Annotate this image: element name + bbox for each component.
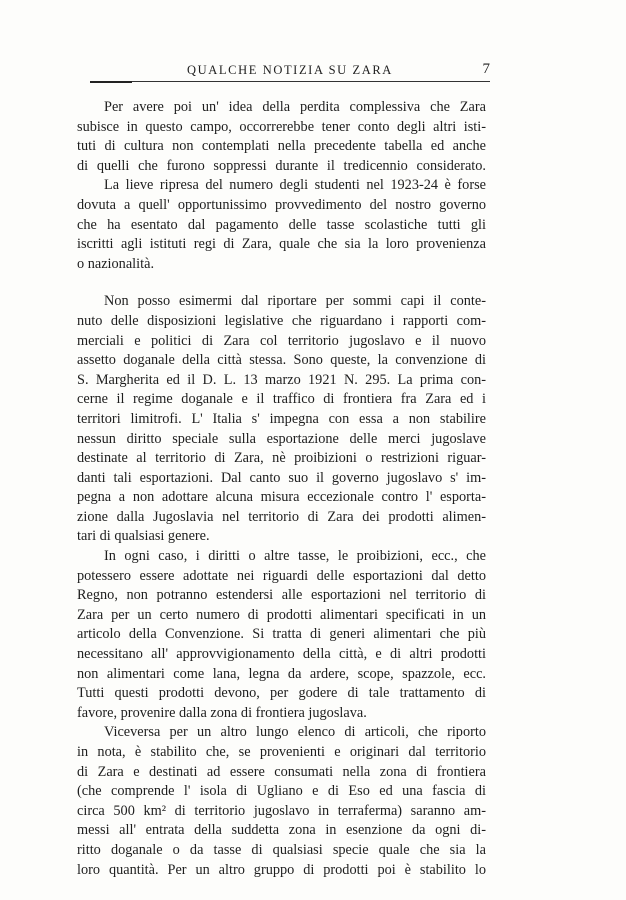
text-line: subisce in questo campo, occorrerebbe tener conto degli altri isti- [77,118,486,135]
text-line: Non posso esimermi dal riportare per sommi capi il conte- [104,293,486,310]
text-line: dovuta a quell' opportunissimo provvedimento del nostro governo [77,196,486,213]
paragraph-3 [77,292,486,547]
text-line: danti tali esportazioni. Dal canto suo il governo jugoslavo s' im- [77,469,486,486]
text-line: Tutti questi prodotti devono, per godere di tale trattamento di [77,685,486,702]
text-line: tari di qualsiasi genere. [77,528,210,545]
text-line: messi all' entrata della suddetta zona in esenzione da ogni di- [77,822,486,839]
text-line: di Zara e destinati ad essere consumati nella zona di frontiera [77,763,486,780]
paragraph-2 [77,176,486,274]
text-line: destinate al territorio di Zara, nè proibizioni o restrizioni riguar- [77,450,486,467]
text-line: nessun diritto speciale sulla esportazione delle merci jugoslave [77,430,486,447]
text-line: favore, provenire dalla zona di frontiera jugoslava. [77,704,367,721]
text-line: non alimentari come lana, legna da ardere, scope, spazzole, ecc. [77,665,486,682]
text-line: assetto doganale della città stessa. Sono queste, la convenzione di [77,352,486,369]
text-line: loro quantità. Per un altro gruppo di prodotti poi è stabilito lo [77,861,486,878]
text-line: S. Margherita ed il D. L. 13 marzo 1921 N. 295. La prima con- [77,371,486,388]
text-line: Per avere poi un' idea della perdita complessiva che Zara [104,99,486,115]
text-line: iscritti agli istituti regi di Zara, quale che sia la loro provenienza [77,236,486,253]
text-line: in nota, è stabilito che, se provenienti e originari dal territorio [77,744,486,760]
text-line: nuto delle disposizioni legislative che riguardano i rapporti com- [77,312,486,329]
text-line: di quelli che furono soppressi durante il tredicennio considerato. [77,157,486,174]
text-line: cerne il regime doganale e il traffico di frontiera fra Zara ed i [77,391,486,408]
text-line: Viceversa per un altro lungo elenco di articoli, che riporto [104,724,486,741]
header-rule [90,81,490,82]
body-text [77,98,486,880]
text-line: (che comprende l' isola di Ugliano e di Eso ed una fascia di [77,783,486,800]
text-line: La lieve ripresa del numero degli studenti nel 1923-24 è forse [104,177,486,194]
text-line: o nazionalità. [77,255,155,272]
paragraph-4 [77,547,486,723]
text-line: articolo della Convenzione. Si tratta di generi alimentari che più [77,626,486,643]
text-line: merciali e politici di Zara col territorio jugoslavo e il nuovo [77,332,486,349]
text-line: circa 500 km² di territorio jugoslavo in terraferma) saranno am- [77,802,486,819]
text-line: In ogni caso, i diritti o altre tasse, le proibizioni, ecc., che [104,548,486,565]
text-line: zione dalla Jugoslavia nel territorio di Zara dei prodotti alimen- [77,508,486,525]
section-break [77,274,486,292]
running-title: QUALCHE NOTIZIA SU ZARA [187,63,393,77]
page-header [90,60,490,84]
header-rule-mark [90,81,132,83]
paragraph-5 [77,723,486,880]
text-line: Regno, non potranno estendersi alle esportazioni nel territorio di [77,587,486,604]
text-line: potessero essere adottate nei riguardi delle esportazioni dal detto [77,567,486,584]
text-line: tuti di cultura non contemplati nella precedente tabella ed anche [77,138,486,155]
paragraph-1 [77,98,486,176]
text-line: che ha esentato dal pagamento delle tasse scolastiche tutti gli [77,216,486,233]
text-line: territori limitrofi. L' Italia s' impegna con essa a non stabilire [77,410,486,427]
page-number: 7 [482,61,490,77]
text-line: Zara per un certo numero di prodotti alimentari specificati in un [77,606,486,623]
text-line: pegna a non adottare alcuna misura eccezionale contro l' esporta- [77,489,486,506]
text-line: ritto doganale o da tasse di qualsiasi specie quale che sia la [77,841,486,858]
text-line: necessitano all' approvvigionamento della città, e di altri prodotti [77,646,486,663]
